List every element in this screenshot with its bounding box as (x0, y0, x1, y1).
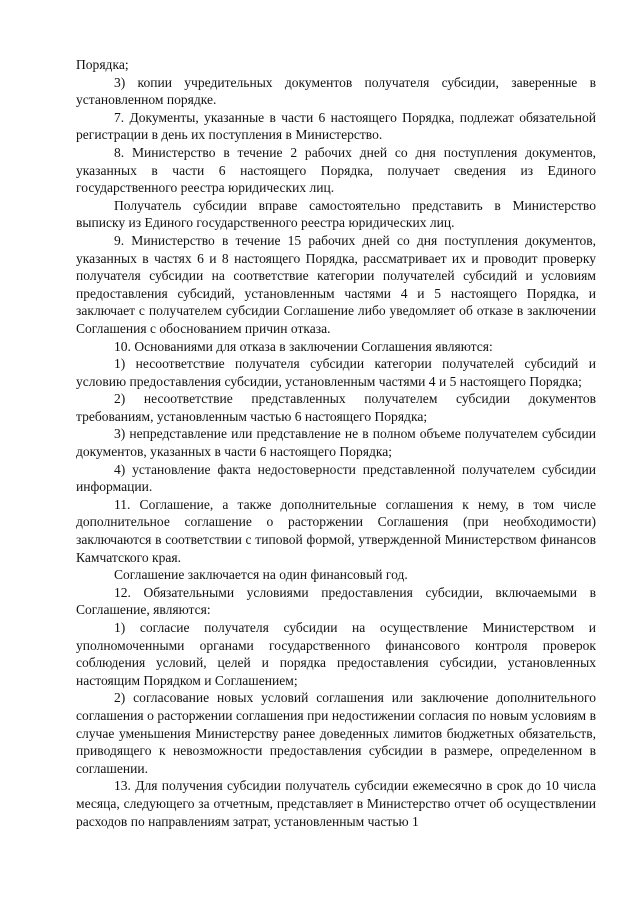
paragraph-section-7: 7. Документы, указанные в части 6 настоящего Порядка, подлежат обязательной регистрации в день их поступления в Министерство. (76, 109, 596, 143)
paragraph-section-12-item-1: 1) согласие получателя субсидии на осуществление Министерством и уполномоченными органами государственного финансового контроля проверок соблюдения условий, целей и порядка предоставления субсидии, установленных настоящим Порядком и Соглашением; (76, 620, 596, 688)
paragraph-section-10-item-1: 1) несоответствие получателя субсидии категории получателей субсидий и условию предоставления субсидии, установленным частями 4 и 5 настоящего Порядка; (76, 356, 596, 389)
paragraph-continuation: Порядка; (76, 57, 129, 72)
paragraph-section-8: 8. Министерство в течение 2 рабочих дней со дня поступления документов, указанных в части 6 настоящего Порядка, получает сведения из Единого государственного реестра юридических лиц. (76, 144, 596, 196)
paragraph-section-10-item-4: 4) установление факта недостоверности представленной получателем субсидии информации. (76, 461, 596, 495)
paragraph-recipient-extract: Получатель субсидии вправе самостоятельно представить в Министерство выписку из Единого государственного реестра юридических лиц. (76, 197, 596, 231)
paragraph-section-12: 12. Обязательными условиями предоставления субсидии, включаемыми в Соглашение, являются: (76, 584, 596, 618)
paragraph-section-9: 9. Министерство в течение 15 рабочих дней со дня поступления документов, указанных в частях 6 и 8 настоящего Порядка, рассматривает их и проводит проверку получателя субсидии на соответствие категории получателей субсидий и условиям предоставления субсидий, установленным частями 4 и 5 настоящего Порядка, и заключает с получателем субсидии Соглашение либо уведомляет об отказе в заключении Соглашения с обоснованием причин отказа. (76, 232, 596, 336)
paragraph-section-13: 13. Для получения субсидии получатель субсидии ежемесячно в срок до 10 числа месяца, следующего за отчетным, представляет в Министерство отчет об осуществлении расходов по направлениям затрат, установленным частью 1 (76, 778, 596, 829)
document-page (76, 56, 596, 830)
paragraph-agreement-term: Соглашение заключается на один финансовый год. (114, 567, 408, 583)
paragraph-item-3-copies: 3) копии учредительных документов получателя субсидии, заверенные в установленном порядке. (76, 74, 596, 108)
paragraph-section-12-item-2: 2) согласование новых условий соглашения или заключение дополнительного соглашения о расторжении соглашения при недостижении согласия по новым условиям в случае уменьшения Министерству ранее доведенных лимитов бюджетных обязательств, приводящего к невозможности предоставления субсидии в размере, определенном в соглашении. (76, 690, 596, 776)
paragraph-section-10-item-2: 2) несоответствие представленных получателем субсидии документов требованиям, установленным частью 6 настоящего Порядка; (76, 391, 596, 424)
paragraph-section-10: 10. Основаниями для отказа в заключении Соглашения являются: (114, 338, 493, 354)
paragraph-section-10-item-3: 3) непредставление или представление не в полном объеме получателем субсидии документов, указанных в части 6 настоящего Порядка; (76, 426, 596, 460)
paragraph-section-11: 11. Соглашение, а также дополнительные соглашения к нему, в том числе дополнительное соглашение о расторжении Соглашения (при необходимости) заключаются в соответствии с типовой формой, утвержденной Министерством финансов Камчатского края. (76, 496, 596, 565)
